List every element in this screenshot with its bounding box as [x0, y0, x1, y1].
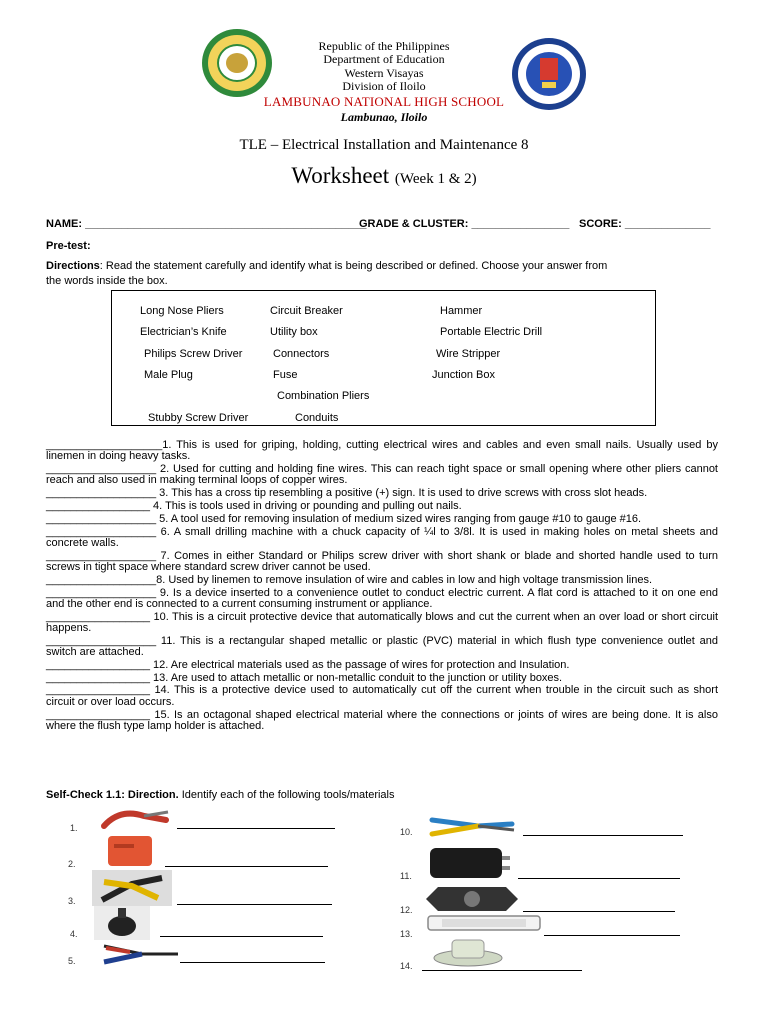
male-plug-icon: [424, 840, 512, 882]
item-number: 13.: [400, 929, 413, 939]
choice-item: Hammer: [440, 305, 483, 317]
connector-icon: [94, 906, 150, 940]
header-line: Western Visayas: [344, 65, 424, 80]
worksheet-title: [0, 163, 768, 189]
choice-item: Electrician’s Knife: [140, 326, 227, 338]
question-list: [46, 440, 718, 732]
question-item: _________________ 4. This is tools used in driving or pounding and pulling out nails.: [46, 499, 462, 512]
directions-label: Directions: [46, 260, 100, 272]
choice-item: Long Nose Pliers: [140, 305, 224, 317]
red-tool-icon: [102, 834, 158, 868]
long-nose-pliers-icon: [102, 940, 180, 966]
answer-blank[interactable]: [180, 962, 325, 963]
question-item: _________________ 15. Is an octagonal shaped electrical material where the connections or joints of wires are being done. It is also where the flush type lamp holder is attached.: [46, 708, 718, 732]
question-item: __________________ 2. Used for cutting and holding fine wires. This can reach tight space or small opening where other pliers cannot reach and also used in making terminal loops of copper wires.: [46, 463, 718, 487]
answer-blank[interactable]: [422, 970, 582, 971]
answer-blank[interactable]: [160, 936, 323, 937]
title-week: (Week 1 & 2): [394, 171, 477, 187]
answer-blank[interactable]: [544, 935, 680, 936]
utility-box-icon: [422, 912, 546, 934]
item-number: 11.: [400, 871, 412, 881]
letterhead: [0, 40, 768, 125]
item-number: 2.: [68, 859, 76, 869]
pliers-red-icon: [100, 806, 172, 834]
combination-pliers-icon: [428, 812, 516, 838]
question-item: __________________ 5. A tool used for removing insulation of medium sized wires ranging from gauge #10 to gauge #16.: [46, 512, 642, 525]
choice-item: Wire Stripper: [436, 348, 501, 360]
answer-blank[interactable]: [165, 866, 328, 867]
answer-blank[interactable]: [523, 835, 683, 836]
directions-text: : Read the statement carefully and identify what is being described or defined. Choose your answer from: [99, 260, 608, 272]
answer-blank[interactable]: [177, 828, 335, 829]
choice-item: Fuse: [273, 369, 298, 381]
question-item: _________________ 13. Are used to attach metallic or non-metallic conduit to the junction or utility boxes.: [46, 671, 563, 684]
question-item: __________________8. Used by linemen to remove insulation of wire and cables in low and high voltage transmission lines.: [46, 573, 652, 586]
school-town: Lambunao, Iloilo: [340, 109, 428, 124]
answer-blank[interactable]: [518, 878, 680, 879]
choice-item: Male Plug: [144, 369, 193, 381]
question-item: _________________ 12. Are electrical materials used as the passage of wires for protection and Insulation.: [46, 658, 570, 671]
school-name: LAMBUNAO NATIONAL HIGH SCHOOL: [263, 93, 505, 109]
question-item: __________________ 9. Is a device inserted to a convenience outlet to conduct electric current. A flat cord is attached to it on one end and the other end is connected to a current consuming instrument or appliance.: [46, 586, 718, 610]
choice-item: Stubby Screw Driver: [148, 412, 249, 424]
pretest-heading: Pre-test:: [46, 240, 91, 252]
question-item: __________________ 3. This has a cross tip resembling a positive (+) sign. It is used to drive screws with cross slot heads.: [46, 487, 648, 500]
self-check-label: Self-Check 1.1: Direction.: [46, 789, 179, 801]
self-check-heading: [46, 789, 395, 801]
item-number: 10.: [400, 827, 413, 837]
choice-item: Utility box: [270, 326, 318, 338]
item-number: 4.: [70, 929, 78, 939]
answer-blank[interactable]: [177, 904, 332, 905]
directions-text-2: the words inside the box.: [46, 275, 168, 287]
directions: [46, 260, 607, 272]
title-text: Worksheet: [291, 163, 390, 188]
choice-item: Circuit Breaker: [270, 305, 343, 317]
question-item: __________________ 6. A small drilling machine with a chuck capacity of ¼l to 3/8l. It is used in making holes on metal sheets and concrete walls.: [46, 525, 718, 549]
question-item: ___________________1. This is used for griping, holding, cutting electrical wires and cables and even small nails. Usually used by linemen in doing heavy tasks.: [46, 439, 718, 463]
choice-item: Portable Electric Drill: [440, 326, 543, 338]
choice-item: Conduits: [295, 412, 339, 424]
question-item: __________________ 7. Comes in either Standard or Philips screw driver with short shank or blade and shorted handle used to turn screws in tight space where standard screw driver cannot be used.: [46, 549, 718, 573]
item-number: 3.: [68, 896, 76, 906]
item-number: 5.: [68, 956, 76, 966]
question-item: _________________ 10. This is a circuit protective device that automatically blows and cut the current when an over load or short circuit happens.: [46, 610, 718, 634]
item-number: 14.: [400, 961, 413, 971]
header-line: Republic of the Philippines: [318, 39, 450, 53]
lamp-holder-icon: [428, 934, 508, 968]
question-item: _________________ 14. This is a protective device used to automatically cut off the current when trouble in the circuit such as short circuit or over load occurs.: [46, 684, 718, 708]
subject-title: TLE – Electrical Installation and Maintenance 8: [239, 137, 529, 153]
choice-item: Philips Screw Driver: [144, 348, 243, 360]
header-line: Department of Education: [323, 52, 445, 67]
question-item: __________________ 11. This is a rectangular shaped metallic or plastic (PVC) material in which flush type convenience outlet and switch are attached.: [46, 634, 718, 659]
item-number: 12.: [400, 905, 413, 915]
choice-item: Junction Box: [432, 369, 495, 381]
grade-cluster-field[interactable]: GRADE & CLUSTER: ________________: [359, 218, 570, 230]
item-number: 1.: [70, 823, 78, 833]
self-check-text: Identify each of the following tools/materials: [178, 789, 395, 801]
score-field[interactable]: SCORE: ______________: [579, 218, 711, 230]
header-line: Division of Iloilo: [342, 79, 426, 94]
choice-item: Combination Pliers: [277, 390, 370, 402]
wire-stripper-icon: [92, 870, 172, 906]
choice-item: Connectors: [273, 348, 330, 360]
name-field[interactable]: NAME: ______________________________________________: [46, 218, 367, 230]
junction-box-icon: [424, 883, 520, 915]
